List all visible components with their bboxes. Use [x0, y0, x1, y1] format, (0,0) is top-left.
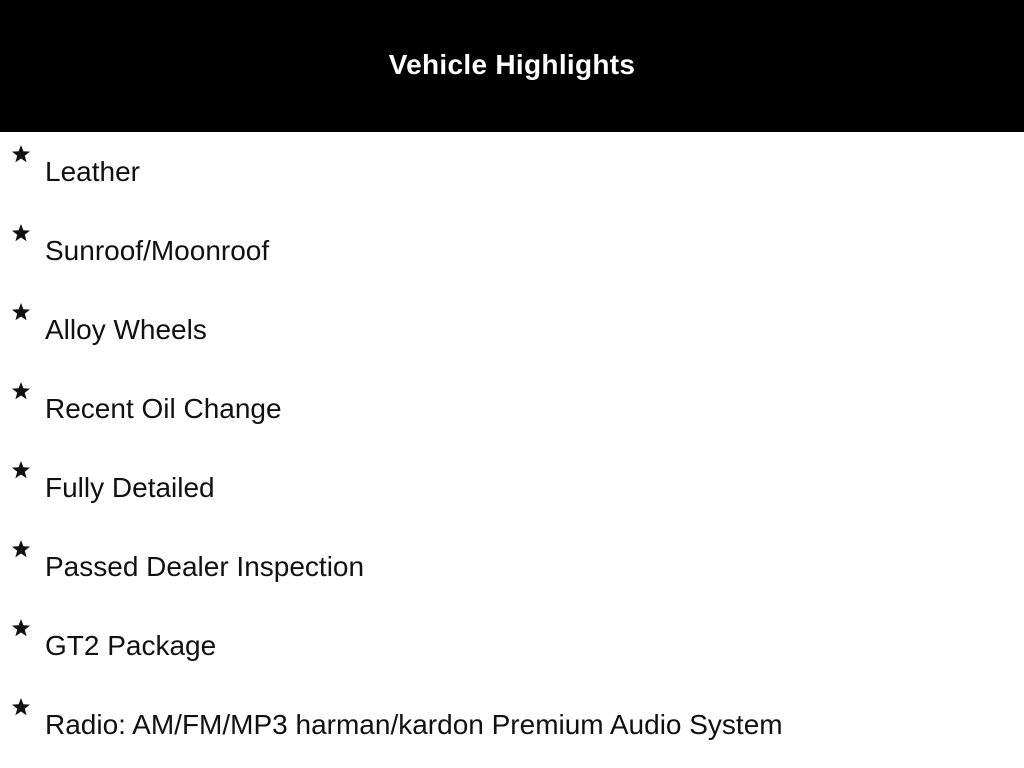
list-item-label: Sunroof/Moonroof [45, 235, 270, 266]
star-icon [11, 302, 31, 322]
list-item [0, 369, 1024, 424]
star-icon [11, 144, 31, 164]
star-icon [11, 539, 31, 559]
list-item [0, 448, 1024, 503]
star-icon [11, 381, 31, 401]
list-item [0, 211, 1024, 266]
list-item [0, 290, 1024, 345]
list-item-label: Alloy Wheels [45, 314, 207, 345]
list-item-label: Leather [45, 156, 140, 187]
star-icon [11, 223, 31, 243]
page-title: Vehicle Highlights [388, 49, 636, 80]
list-item-label: Passed Dealer Inspection [45, 551, 365, 582]
star-icon [11, 618, 31, 638]
list-item [0, 132, 1024, 187]
list-item [0, 685, 1024, 740]
list-item-label: Recent Oil Change [45, 393, 282, 424]
star-icon [11, 697, 31, 717]
header-bar [0, 0, 1024, 132]
star-icon [11, 460, 31, 480]
list-item [0, 606, 1024, 661]
list-item-label: Fully Detailed [45, 472, 215, 503]
list-item [0, 527, 1024, 582]
list-item-label: GT2 Package [45, 630, 217, 661]
list-item-label: Radio: AM/FM/MP3 harman/kardon Premium Audio System [45, 709, 783, 740]
